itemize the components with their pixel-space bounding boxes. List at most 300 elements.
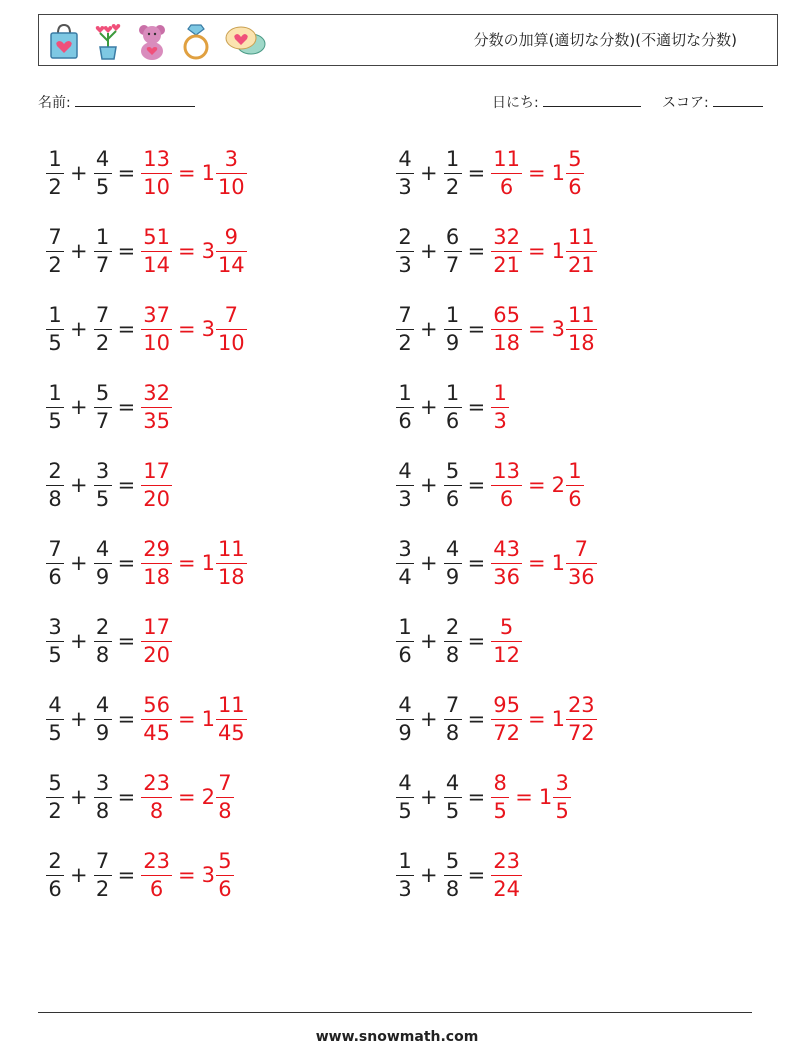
fraction-bar — [141, 563, 172, 564]
fraction-bar — [444, 563, 462, 564]
whole-part: 1 — [201, 551, 215, 575]
denominator: 8 — [48, 486, 62, 511]
numerator: 23 — [567, 692, 595, 717]
fraction — [216, 224, 247, 277]
fraction-bar — [396, 407, 414, 408]
fraction — [94, 770, 112, 823]
fraction-bar — [94, 173, 112, 174]
denominator: 9 — [95, 564, 110, 589]
numerator: 29 — [143, 536, 170, 561]
fraction — [491, 770, 509, 823]
fraction — [141, 614, 172, 667]
denominator: 3 — [398, 876, 412, 901]
name-field[interactable] — [38, 92, 195, 112]
fraction — [46, 692, 64, 745]
denominator: 8 — [445, 642, 460, 667]
fraction-bar — [141, 875, 172, 876]
fraction-bar — [141, 251, 172, 252]
denominator: 8 — [445, 876, 460, 901]
denominator: 5 — [48, 408, 62, 433]
numerator: 1 — [398, 380, 412, 405]
denominator: 3 — [398, 252, 412, 277]
whole-part: 1 — [551, 707, 565, 731]
denominator: 2 — [445, 174, 460, 199]
denominator: 6 — [398, 642, 412, 667]
plus-sign: + — [420, 551, 438, 575]
equals-sign: = — [177, 785, 196, 809]
denominator: 36 — [493, 564, 520, 589]
equals-sign: = — [467, 629, 486, 653]
numerator: 3 — [48, 614, 62, 639]
fraction-bar — [46, 719, 64, 720]
numerator: 1 — [493, 380, 507, 405]
mixed-number-answer — [551, 458, 584, 511]
denominator: 6 — [568, 486, 582, 511]
problem-item — [396, 143, 584, 203]
fraction-bar — [94, 797, 112, 798]
fraction — [566, 536, 597, 589]
denominator: 36 — [567, 564, 595, 589]
fraction-bar — [491, 407, 509, 408]
numerator: 32 — [493, 224, 520, 249]
denominator: 2 — [48, 174, 62, 199]
equals-sign: = — [117, 317, 136, 341]
fraction-bar — [396, 251, 414, 252]
equals-sign: = — [527, 473, 546, 497]
numerator: 11 — [217, 536, 245, 561]
denominator: 5 — [48, 330, 62, 355]
fraction — [94, 848, 112, 901]
fraction-bar — [396, 563, 414, 564]
equals-sign: = — [527, 317, 546, 341]
fraction-bar — [216, 797, 234, 798]
equals-sign: = — [467, 785, 486, 809]
equals-sign: = — [117, 395, 136, 419]
fraction-bar — [444, 797, 462, 798]
mixed-number-answer — [538, 770, 571, 823]
problem-item — [46, 299, 247, 359]
denominator: 18 — [217, 564, 245, 589]
fraction — [46, 770, 64, 823]
equals-sign: = — [527, 551, 546, 575]
fraction-bar — [94, 251, 112, 252]
fraction — [444, 692, 462, 745]
mixed-number-answer — [201, 692, 247, 745]
fraction-bar — [94, 875, 112, 876]
fraction — [141, 458, 172, 511]
numerator: 43 — [493, 536, 520, 561]
equals-sign: = — [527, 707, 546, 731]
fraction — [396, 848, 414, 901]
denominator: 2 — [398, 330, 412, 355]
mixed-number-answer — [201, 302, 247, 355]
fraction-bar — [444, 485, 462, 486]
numerator: 23 — [143, 848, 170, 873]
numerator: 7 — [445, 692, 460, 717]
fraction-bar — [46, 797, 64, 798]
denominator: 3 — [493, 408, 507, 433]
plus-sign: + — [70, 395, 88, 419]
numerator: 4 — [95, 146, 110, 171]
equals-sign: = — [467, 317, 486, 341]
footer-divider — [38, 1012, 752, 1013]
fraction — [491, 380, 509, 433]
plus-sign: + — [70, 161, 88, 185]
numerator: 7 — [95, 848, 110, 873]
denominator: 10 — [217, 174, 245, 199]
whole-part: 1 — [201, 707, 215, 731]
plus-sign: + — [420, 707, 438, 731]
name-label: 名前: — [38, 95, 71, 111]
equals-sign: = — [117, 239, 136, 263]
numerator: 5 — [499, 614, 514, 639]
denominator: 5 — [555, 798, 569, 823]
denominator: 2 — [48, 252, 62, 277]
numerator: 4 — [48, 692, 62, 717]
denominator: 2 — [48, 798, 62, 823]
fraction — [94, 536, 112, 589]
mixed-number-answer — [201, 770, 234, 823]
fraction-bar — [94, 329, 112, 330]
fraction-bar — [491, 719, 522, 720]
numerator: 4 — [398, 770, 412, 795]
fraction-bar — [141, 329, 172, 330]
fraction — [46, 302, 64, 355]
date-field[interactable] — [492, 92, 641, 112]
fraction — [444, 770, 462, 823]
problem-item — [396, 767, 571, 827]
denominator: 7 — [445, 252, 460, 277]
numerator: 4 — [95, 536, 110, 561]
numerator: 1 — [95, 224, 110, 249]
numerator: 7 — [48, 536, 62, 561]
mixed-number-answer — [551, 692, 597, 745]
denominator: 2 — [95, 876, 110, 901]
plus-sign: + — [70, 473, 88, 497]
fraction — [46, 146, 64, 199]
numerator: 5 — [445, 848, 460, 873]
fraction — [216, 770, 234, 823]
mixed-number-answer — [551, 146, 584, 199]
plus-sign: + — [420, 161, 438, 185]
numerator: 1 — [48, 380, 62, 405]
denominator: 6 — [48, 876, 62, 901]
fraction-bar — [94, 563, 112, 564]
fraction-bar — [94, 407, 112, 408]
denominator: 5 — [445, 798, 460, 823]
whole-part: 2 — [201, 785, 215, 809]
plus-sign: + — [420, 395, 438, 419]
numerator: 5 — [95, 380, 110, 405]
whole-part: 3 — [201, 863, 215, 887]
fraction — [491, 536, 522, 589]
numerator: 7 — [574, 536, 588, 561]
numerator: 13 — [493, 458, 520, 483]
denominator: 6 — [499, 174, 514, 199]
fraction-bar — [491, 251, 522, 252]
whole-part: 1 — [551, 239, 565, 263]
fraction-bar — [491, 641, 522, 642]
numerator: 65 — [493, 302, 520, 327]
fraction-bar — [396, 797, 414, 798]
fraction-bar — [141, 719, 172, 720]
equals-sign: = — [177, 161, 196, 185]
fraction-bar — [141, 407, 172, 408]
fraction-bar — [566, 251, 597, 252]
numerator: 9 — [224, 224, 238, 249]
plus-sign: + — [420, 863, 438, 887]
problem-item — [396, 221, 597, 281]
problem-item — [46, 611, 172, 671]
equals-sign: = — [177, 707, 196, 731]
equals-sign: = — [177, 863, 196, 887]
fraction-bar — [141, 797, 172, 798]
fraction — [566, 146, 584, 199]
fraction-bar — [141, 485, 172, 486]
plus-sign: + — [420, 629, 438, 653]
fraction — [396, 614, 414, 667]
whole-part: 1 — [551, 551, 565, 575]
numerator: 5 — [48, 770, 62, 795]
numerator: 51 — [143, 224, 170, 249]
heart-chat-bubbles-icon — [223, 21, 267, 61]
problem-item — [396, 533, 597, 593]
fraction-bar — [216, 173, 247, 174]
denominator: 6 — [568, 174, 582, 199]
numerator: 37 — [143, 302, 170, 327]
fraction — [94, 146, 112, 199]
denominator: 18 — [567, 330, 595, 355]
problem-item — [46, 845, 234, 905]
fraction — [46, 536, 64, 589]
whole-part: 3 — [551, 317, 565, 341]
equals-sign: = — [467, 161, 486, 185]
fraction — [491, 458, 522, 511]
fraction-bar — [566, 329, 597, 330]
fraction — [94, 224, 112, 277]
plus-sign: + — [70, 785, 88, 809]
fraction-bar — [94, 485, 112, 486]
problem-item — [46, 143, 247, 203]
equals-sign: = — [467, 473, 486, 497]
numerator: 11 — [217, 692, 245, 717]
fraction — [141, 536, 172, 589]
numerator: 23 — [143, 770, 170, 795]
fraction-bar — [46, 875, 64, 876]
numerator: 6 — [445, 224, 460, 249]
denominator: 21 — [493, 252, 520, 277]
shopping-bag-heart-icon — [47, 21, 81, 61]
numerator: 1 — [48, 146, 62, 171]
fraction — [444, 848, 462, 901]
fraction-bar — [141, 173, 172, 174]
denominator: 72 — [567, 720, 595, 745]
equals-sign: = — [467, 707, 486, 731]
whole-part: 1 — [201, 161, 215, 185]
footer-url: www.snowmath.com — [315, 1029, 479, 1045]
problem-item — [396, 299, 597, 359]
numerator: 95 — [493, 692, 520, 717]
fraction — [566, 224, 597, 277]
fraction-bar — [491, 485, 522, 486]
fraction-bar — [444, 251, 462, 252]
denominator: 3 — [398, 486, 412, 511]
fraction-bar — [94, 719, 112, 720]
denominator: 7 — [95, 252, 110, 277]
fraction — [216, 536, 247, 589]
denominator: 10 — [143, 330, 170, 355]
fraction — [141, 224, 172, 277]
numerator: 3 — [555, 770, 569, 795]
fraction-bar — [491, 563, 522, 564]
fraction — [46, 380, 64, 433]
fraction-bar — [444, 719, 462, 720]
numerator: 7 — [48, 224, 62, 249]
plus-sign: + — [420, 785, 438, 809]
equals-sign: = — [117, 629, 136, 653]
fraction-bar — [553, 797, 571, 798]
denominator: 5 — [48, 642, 62, 667]
fraction — [444, 536, 462, 589]
denominator: 8 — [445, 720, 460, 745]
equals-sign: = — [467, 395, 486, 419]
numerator: 7 — [224, 302, 238, 327]
numerator: 32 — [143, 380, 170, 405]
worksheet-title: 分数の加算(適切な分数)(不適切な分数) — [473, 31, 737, 49]
fraction-bar — [396, 329, 414, 330]
denominator: 20 — [143, 642, 170, 667]
equals-sign: = — [177, 317, 196, 341]
equals-sign: = — [177, 551, 196, 575]
numerator: 8 — [493, 770, 507, 795]
mixed-number-answer — [551, 536, 597, 589]
denominator: 18 — [493, 330, 520, 355]
fraction-bar — [491, 329, 522, 330]
plus-sign: + — [70, 863, 88, 887]
numerator: 13 — [143, 146, 170, 171]
fraction-bar — [566, 485, 584, 486]
denominator: 2 — [95, 330, 110, 355]
numerator: 4 — [445, 770, 460, 795]
fraction — [396, 224, 414, 277]
fraction — [491, 146, 522, 199]
name-blank[interactable] — [75, 92, 195, 107]
equals-sign: = — [177, 239, 196, 263]
problem-item — [46, 767, 234, 827]
denominator: 21 — [567, 252, 595, 277]
whole-part: 3 — [201, 317, 215, 341]
fraction — [141, 770, 172, 823]
problem-item — [396, 455, 584, 515]
mixed-number-answer — [551, 302, 597, 355]
fraction — [491, 614, 522, 667]
fraction — [491, 848, 522, 901]
denominator: 5 — [48, 720, 62, 745]
plus-sign: + — [70, 707, 88, 731]
numerator: 1 — [568, 458, 582, 483]
fraction — [396, 146, 414, 199]
fraction — [216, 302, 247, 355]
fraction — [444, 224, 462, 277]
fraction — [444, 302, 462, 355]
whole-part: 3 — [201, 239, 215, 263]
numerator: 7 — [398, 302, 412, 327]
fraction-bar — [216, 719, 247, 720]
fraction — [94, 302, 112, 355]
denominator: 20 — [143, 486, 170, 511]
numerator: 11 — [493, 146, 520, 171]
fraction-bar — [566, 173, 584, 174]
numerator: 11 — [567, 302, 595, 327]
numerator: 4 — [398, 458, 412, 483]
denominator: 6 — [499, 486, 514, 511]
score-field[interactable] — [662, 92, 763, 112]
denominator: 8 — [218, 798, 232, 823]
fraction — [216, 692, 247, 745]
equals-sign: = — [527, 161, 546, 185]
denominator: 12 — [493, 642, 520, 667]
numerator: 23 — [493, 848, 520, 873]
numerator: 4 — [445, 536, 460, 561]
denominator: 24 — [493, 876, 520, 901]
fraction — [141, 692, 172, 745]
plus-sign: + — [70, 629, 88, 653]
denominator: 10 — [217, 330, 245, 355]
equals-sign: = — [117, 707, 136, 731]
fraction — [141, 302, 172, 355]
fraction — [491, 692, 522, 745]
numerator: 7 — [95, 302, 110, 327]
fraction-bar — [46, 251, 64, 252]
numerator: 3 — [95, 770, 110, 795]
fraction — [46, 848, 64, 901]
fraction — [94, 692, 112, 745]
denominator: 45 — [143, 720, 170, 745]
problem-item — [396, 377, 509, 437]
fraction-bar — [491, 797, 509, 798]
problem-item — [396, 689, 597, 749]
fraction — [141, 848, 172, 901]
score-blank[interactable] — [713, 92, 763, 107]
problem-item — [396, 611, 522, 671]
fraction — [396, 302, 414, 355]
fraction-bar — [396, 719, 414, 720]
problem-item — [46, 689, 247, 749]
denominator: 6 — [48, 564, 62, 589]
fraction — [444, 614, 462, 667]
fraction-bar — [491, 875, 522, 876]
plus-sign: + — [420, 239, 438, 263]
fraction — [46, 614, 64, 667]
fraction-bar — [216, 251, 247, 252]
fraction-bar — [566, 719, 597, 720]
denominator: 6 — [445, 486, 460, 511]
equals-sign: = — [527, 239, 546, 263]
numerator: 1 — [445, 146, 460, 171]
denominator: 35 — [143, 408, 170, 433]
numerator: 3 — [224, 146, 238, 171]
date-blank[interactable] — [543, 92, 641, 107]
denominator: 7 — [95, 408, 110, 433]
denominator: 14 — [217, 252, 245, 277]
fraction — [444, 458, 462, 511]
equals-sign: = — [117, 785, 136, 809]
numerator: 1 — [398, 614, 412, 639]
denominator: 10 — [143, 174, 170, 199]
numerator: 1 — [398, 848, 412, 873]
numerator: 3 — [95, 458, 110, 483]
fraction — [553, 770, 571, 823]
